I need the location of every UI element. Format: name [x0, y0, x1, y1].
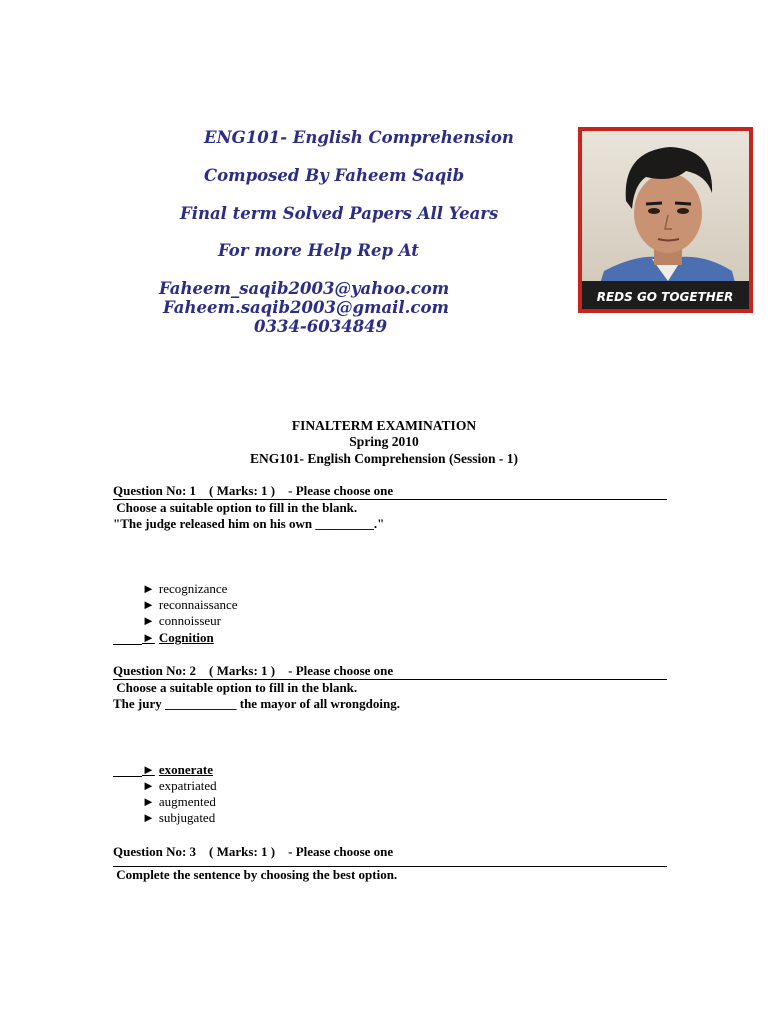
option-label: connoisseur [158, 613, 221, 628]
email-gmail[interactable]: Faheem.saqib2003@gmail.com [163, 298, 449, 317]
option-label: expatriated [158, 778, 217, 793]
exam-term: Spring 2010 [349, 434, 419, 449]
option-label: subjugated [158, 810, 216, 825]
question-3-heading: Question No: 3 ( Marks: 1 ) - Please choose one [113, 844, 667, 867]
question-1-option-4-marked[interactable] [142, 630, 214, 646]
course-title: ENG101- English Comprehension [204, 128, 514, 147]
bullet-arrow-icon: ► [142, 597, 155, 612]
photo-caption: REDS GO TOGETHER [596, 290, 734, 304]
bullet-arrow-icon: ► [142, 581, 155, 596]
bullet-arrow-icon: ► [142, 794, 155, 809]
exam-course: ENG101- English Comprehension (Session - 1) [250, 451, 518, 466]
question-2-option-2[interactable] [142, 778, 217, 794]
help-line: For more Help Rep At [218, 241, 419, 260]
option-label: reconnaissance [158, 597, 238, 612]
author-line: Composed By Faheem Saqib [204, 166, 465, 185]
question-2-prompt: The jury ___________ the mayor of all wrongdoing. [113, 696, 400, 711]
bullet-arrow-icon: ► [142, 630, 155, 645]
question-1-option-2[interactable] [142, 597, 238, 613]
question-3-instruction: Complete the sentence by choosing the best option. [113, 867, 398, 882]
question-1-prompt: "The judge released him on his own _________." [113, 516, 385, 531]
exam-title: FINALTERM EXAMINATION [291, 418, 477, 433]
option-label: exonerate [158, 762, 214, 777]
question-1-option-1[interactable] [142, 581, 227, 597]
bullet-arrow-icon: ► [142, 810, 155, 825]
option-label: recognizance [158, 581, 228, 596]
question-1-option-3[interactable] [142, 613, 221, 629]
author-photo [578, 127, 753, 313]
phone-number: 0334-6034849 [254, 317, 388, 336]
portrait-image [582, 131, 749, 309]
question-2-heading: Question No: 2 ( Marks: 1 ) - Please choose one [113, 663, 667, 680]
question-2-instruction: Choose a suitable option to fill in the blank. [113, 680, 358, 695]
bullet-arrow-icon: ► [142, 613, 155, 628]
question-2-option-1-marked[interactable] [142, 762, 213, 778]
question-1-heading: Question No: 1 ( Marks: 1 ) - Please choose one [113, 483, 667, 500]
question-2-option-4[interactable] [142, 810, 215, 826]
subtitle-line: Final term Solved Papers All Years [180, 204, 499, 223]
option-label: Cognition [158, 630, 214, 645]
email-yahoo[interactable]: Faheem_saqib2003@yahoo.com [159, 279, 450, 298]
question-2-option-3[interactable] [142, 794, 216, 810]
bullet-arrow-icon: ► [142, 778, 155, 793]
bullet-arrow-icon: ► [142, 762, 155, 777]
option-label: augmented [158, 794, 216, 809]
question-1-instruction: Choose a suitable option to fill in the blank. [113, 500, 358, 515]
